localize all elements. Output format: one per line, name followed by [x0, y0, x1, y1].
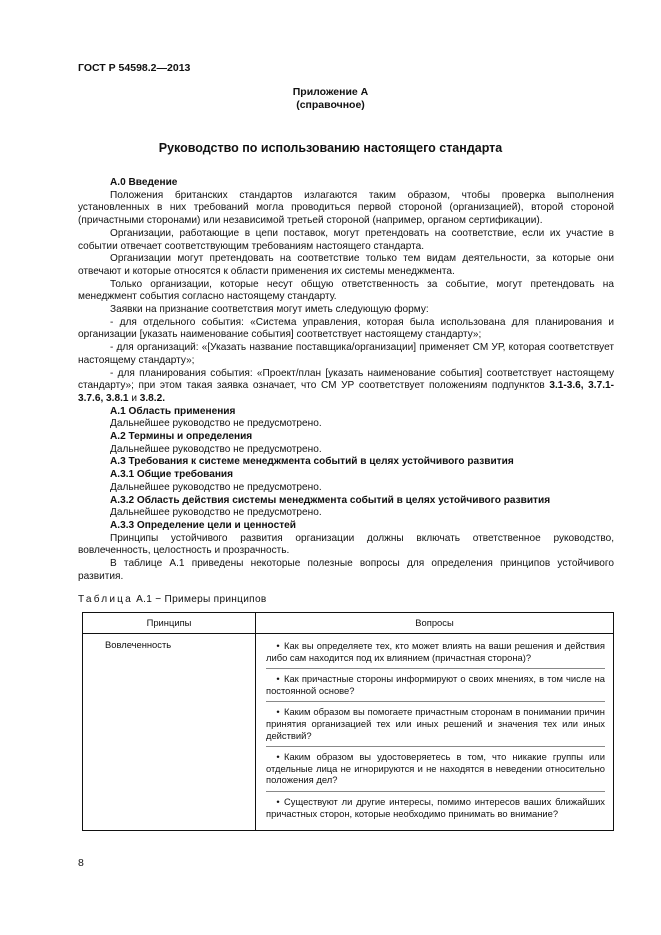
bullet-icon: •	[276, 751, 280, 763]
annex-title: Приложение А	[292, 86, 369, 98]
question-text: Каким образом вы удостоверяетесь в том, что никакие группы или отдельные лица не игнорируются и не находятся в неведении относительно положения дел?	[266, 751, 605, 786]
claim-item: - для организаций: «[Указать название поставщика/организации] применяет СМ УР, которая соответствует настоящему стандарту»;	[78, 342, 614, 366]
questions-cell	[256, 634, 614, 831]
paragraph: Принципы устойчивого развития организации должны включать ответственное руководство, вовлеченность, целостность и прозрачность.	[78, 532, 614, 557]
question-text: Существуют ли другие интересы, помимо интересов ваших ближайших причастных сторон, которые необходимо принимать во внимание?	[266, 795, 605, 819]
paragraph: Заявки на признание соответствия могут иметь следующую форму:	[110, 304, 429, 316]
section-heading-a31: А.3.1 Общие требования	[110, 469, 234, 481]
paragraph: Дальнейшее руководство не предусмотрено.	[110, 443, 322, 455]
clause-ref-last: 3.8.2.	[139, 392, 166, 404]
table-caption	[78, 594, 267, 605]
question-item	[266, 794, 605, 824]
question-item	[266, 671, 605, 702]
document-title: Руководство по использованию настоящего стандарта	[158, 141, 503, 155]
standard-header: ГОСТ Р 54598.2—2013	[78, 62, 191, 74]
page-number: 8	[78, 857, 84, 869]
bullet-icon: •	[276, 795, 280, 807]
column-header-questions: Вопросы	[256, 613, 614, 634]
section-heading-a0: А.0 Введение	[110, 177, 178, 188]
column-header-principles: Принципы	[83, 613, 256, 634]
claim-item	[78, 368, 614, 406]
table-caption-text: А.1 − Примеры принципов	[132, 594, 267, 605]
annex-type: (справочное)	[296, 99, 365, 111]
paragraph: В таблице А.1 приведены некоторые полезные вопросы для определения принципов устойчивого развития.	[78, 558, 614, 582]
paragraph: Только организации, которые несут общую ответственность за событие, могут претендовать на менеджмент события согласно настоящему стандарту.	[78, 278, 614, 303]
section-heading-a2: А.2 Термины и определения	[110, 431, 253, 443]
section-heading-a3: А.3 Требования к системе менеджмента событий в целях устойчивого развития	[110, 456, 514, 468]
section-heading-a33: А.3.3 Определение цели и ценностей	[110, 519, 296, 531]
bullet-icon: •	[276, 640, 280, 651]
claim-conj: и	[128, 392, 140, 404]
table-row	[83, 634, 614, 831]
paragraph: Организации, работающие в цепи поставок, могут претендовать на соответствие, если их участие в событии отвечает соответствующим требованиям настоящего стандарта.	[78, 227, 614, 252]
paragraph: Организации могут претендовать на соответствие только тем видам деятельности, за которые они отвечают и которые относятся к области применения их системы менеджмента.	[78, 253, 614, 277]
principle-cell: Вовлеченность	[83, 634, 256, 831]
document-body	[78, 177, 614, 584]
question-item	[266, 704, 605, 747]
table-header-row	[83, 613, 614, 634]
paragraph: Дальнейшее руководство не предусмотрено.	[110, 507, 322, 519]
claim-text: - для планирования события: «Проект/план [указать наименование события] соответствует настоящему стандарту»; при этом такая заявка означает, что СМ УР соответствует положениям подпунктов	[78, 367, 614, 392]
clause-refs: 3.1-3.6, 3.7.1-3.7.6, 3.8.1	[78, 380, 614, 404]
section-heading-a32: А.3.2 Область действия системы менеджмента событий в целях устойчивого развития	[110, 494, 551, 506]
paragraph: Дальнейшее руководство не предусмотрено.	[110, 481, 322, 493]
section-heading-a1: А.1 Область применения	[110, 405, 236, 417]
principles-table	[82, 612, 614, 831]
bullet-icon: •	[276, 706, 280, 718]
paragraph: Положения британских стандартов излагаются таким образом, чтобы проверка выполнения установленных в них требований могла проводиться первой стороной (организацией), второй стороной (причастными сторонами) или независимой третьей стороной (например, органом сертификации).	[78, 189, 614, 227]
question-item	[266, 749, 605, 792]
question-text: Как причастные стороны информируют о своих мнениях, в том числе на постоянной основе?	[266, 673, 605, 696]
claim-item: - для отдельного события: «Система управления, которая была использована для планирования и организации [указать наименование события] соответствует настоящему стандарту»;	[78, 316, 614, 341]
bullet-icon: •	[276, 673, 280, 685]
question-text: Каким образом вы помогаете причастным сторонам в понимании причин принятия организацией тех или иных решений и значения тех или иных действий?	[266, 706, 605, 741]
question-item	[266, 638, 605, 669]
question-text: Как вы определяете тех, кто может влиять на ваши решения и действия либо сам находится под их влиянием (причастная сторона)?	[266, 640, 605, 663]
paragraph: Дальнейшее руководство не предусмотрено.	[110, 418, 322, 430]
table-caption-label: Таблица	[78, 594, 133, 605]
